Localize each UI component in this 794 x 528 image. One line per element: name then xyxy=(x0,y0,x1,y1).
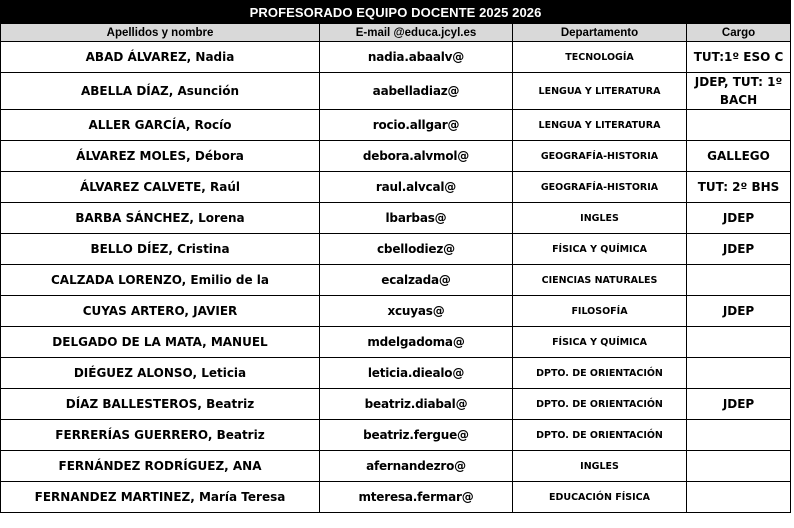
cell-cargo xyxy=(687,327,791,358)
cell-department: INGLES xyxy=(513,451,687,482)
cell-email: debora.alvmol@ xyxy=(320,141,513,172)
header-row xyxy=(1,24,791,42)
cell-email: nadia.abaalv@ xyxy=(320,42,513,73)
cell-department: GEOGRAFÍA-HISTORIA xyxy=(513,172,687,203)
table-title: PROFESORADO EQUIPO DOCENTE 2025 2026 xyxy=(1,1,791,24)
cell-cargo xyxy=(687,451,791,482)
cell-email: beatriz.diabal@ xyxy=(320,389,513,420)
cell-email: afernandezro@ xyxy=(320,451,513,482)
cell-email: ecalzada@ xyxy=(320,265,513,296)
cell-name: ÁLVAREZ CALVETE, Raúl xyxy=(1,172,320,203)
cell-cargo xyxy=(687,141,791,172)
cell-cargo xyxy=(687,110,791,141)
cell-department: LENGUA Y LITERATURA xyxy=(513,73,687,110)
cell-cargo xyxy=(687,172,791,203)
cell-cargo xyxy=(687,389,791,420)
table-row xyxy=(1,482,791,513)
cell-name: FERNÁNDEZ RODRÍGUEZ, ANA xyxy=(1,451,320,482)
cell-name: FERNANDEZ MARTINEZ, María Teresa xyxy=(1,482,320,513)
cell-department: FILOSOFÍA xyxy=(513,296,687,327)
cell-email: rocio.allgar@ xyxy=(320,110,513,141)
cell-department: LENGUA Y LITERATURA xyxy=(513,110,687,141)
cell-department: DPTO. DE ORIENTACIÓN xyxy=(513,420,687,451)
cell-name: ABELLA DÍAZ, Asunción xyxy=(1,73,320,110)
table-body xyxy=(1,42,791,513)
cell-email: mteresa.fermar@ xyxy=(320,482,513,513)
cell-name: DÍAZ BALLESTEROS, Beatriz xyxy=(1,389,320,420)
cell-email: beatriz.fergue@ xyxy=(320,420,513,451)
table-row xyxy=(1,358,791,389)
cell-department: DPTO. DE ORIENTACIÓN xyxy=(513,358,687,389)
table-row xyxy=(1,110,791,141)
cell-cargo xyxy=(687,358,791,389)
table-row xyxy=(1,265,791,296)
header-email: E-mail @educa.jcyl.es xyxy=(320,24,513,42)
cell-cargo xyxy=(687,234,791,265)
table-row xyxy=(1,389,791,420)
cell-department: EDUCACIÓN FÍSICA xyxy=(513,482,687,513)
table-row xyxy=(1,296,791,327)
title-row xyxy=(1,1,791,24)
cargo-text: JDEP, TUT: 1º BACH xyxy=(694,75,783,107)
cell-email: raul.alvcal@ xyxy=(320,172,513,203)
cell-name: CUYAS ARTERO, JAVIER xyxy=(1,296,320,327)
cell-name: BARBA SÁNCHEZ, Lorena xyxy=(1,203,320,234)
table-row xyxy=(1,327,791,358)
cell-name: ALLER GARCÍA, Rocío xyxy=(1,110,320,141)
cell-email: xcuyas@ xyxy=(320,296,513,327)
table-row xyxy=(1,141,791,172)
cell-cargo xyxy=(687,482,791,513)
cargo-text: GALLEGO xyxy=(707,149,770,163)
table-row xyxy=(1,172,791,203)
cell-email: mdelgadoma@ xyxy=(320,327,513,358)
table-row xyxy=(1,234,791,265)
cell-department: CIENCIAS NATURALES xyxy=(513,265,687,296)
cell-department: FÍSICA Y QUÍMICA xyxy=(513,234,687,265)
cargo-text: JDEP xyxy=(722,211,755,225)
cell-cargo xyxy=(687,203,791,234)
cell-department: FÍSICA Y QUÍMICA xyxy=(513,327,687,358)
header-department: Departamento xyxy=(513,24,687,42)
cell-email: aabelladiaz@ xyxy=(320,73,513,110)
cell-name: DIÉGUEZ ALONSO, Leticia xyxy=(1,358,320,389)
cell-department: DPTO. DE ORIENTACIÓN xyxy=(513,389,687,420)
cell-name: FERRERÍAS GUERRERO, Beatriz xyxy=(1,420,320,451)
table-row xyxy=(1,42,791,73)
cell-cargo xyxy=(687,420,791,451)
header-name: Apellidos y nombre xyxy=(1,24,320,42)
cargo-text: JDEP xyxy=(722,304,755,318)
table-row xyxy=(1,203,791,234)
header-cargo: Cargo xyxy=(687,24,791,42)
cell-cargo xyxy=(687,73,791,110)
table-row xyxy=(1,73,791,110)
cell-department: GEOGRAFÍA-HISTORIA xyxy=(513,141,687,172)
cargo-text: TUT:1º ESO C xyxy=(693,50,784,64)
cell-cargo xyxy=(687,265,791,296)
cell-email: lbarbas@ xyxy=(320,203,513,234)
table-row xyxy=(1,451,791,482)
cell-name: DELGADO DE LA MATA, MANUEL xyxy=(1,327,320,358)
cargo-text: TUT: 2º BHS xyxy=(697,180,780,194)
cell-name: BELLO DÍEZ, Cristina xyxy=(1,234,320,265)
table-row xyxy=(1,420,791,451)
cell-cargo xyxy=(687,42,791,73)
cell-cargo xyxy=(687,296,791,327)
cell-email: cbellodiez@ xyxy=(320,234,513,265)
cargo-text: JDEP xyxy=(722,242,755,256)
cell-name: ABAD ÁLVAREZ, Nadia xyxy=(1,42,320,73)
cell-email: leticia.diealo@ xyxy=(320,358,513,389)
cell-department: INGLES xyxy=(513,203,687,234)
cell-name: ÁLVAREZ MOLES, Débora xyxy=(1,141,320,172)
cell-name: CALZADA LORENZO, Emilio de la xyxy=(1,265,320,296)
cell-department: TECNOLOGÍA xyxy=(513,42,687,73)
cargo-text: JDEP xyxy=(722,397,755,411)
